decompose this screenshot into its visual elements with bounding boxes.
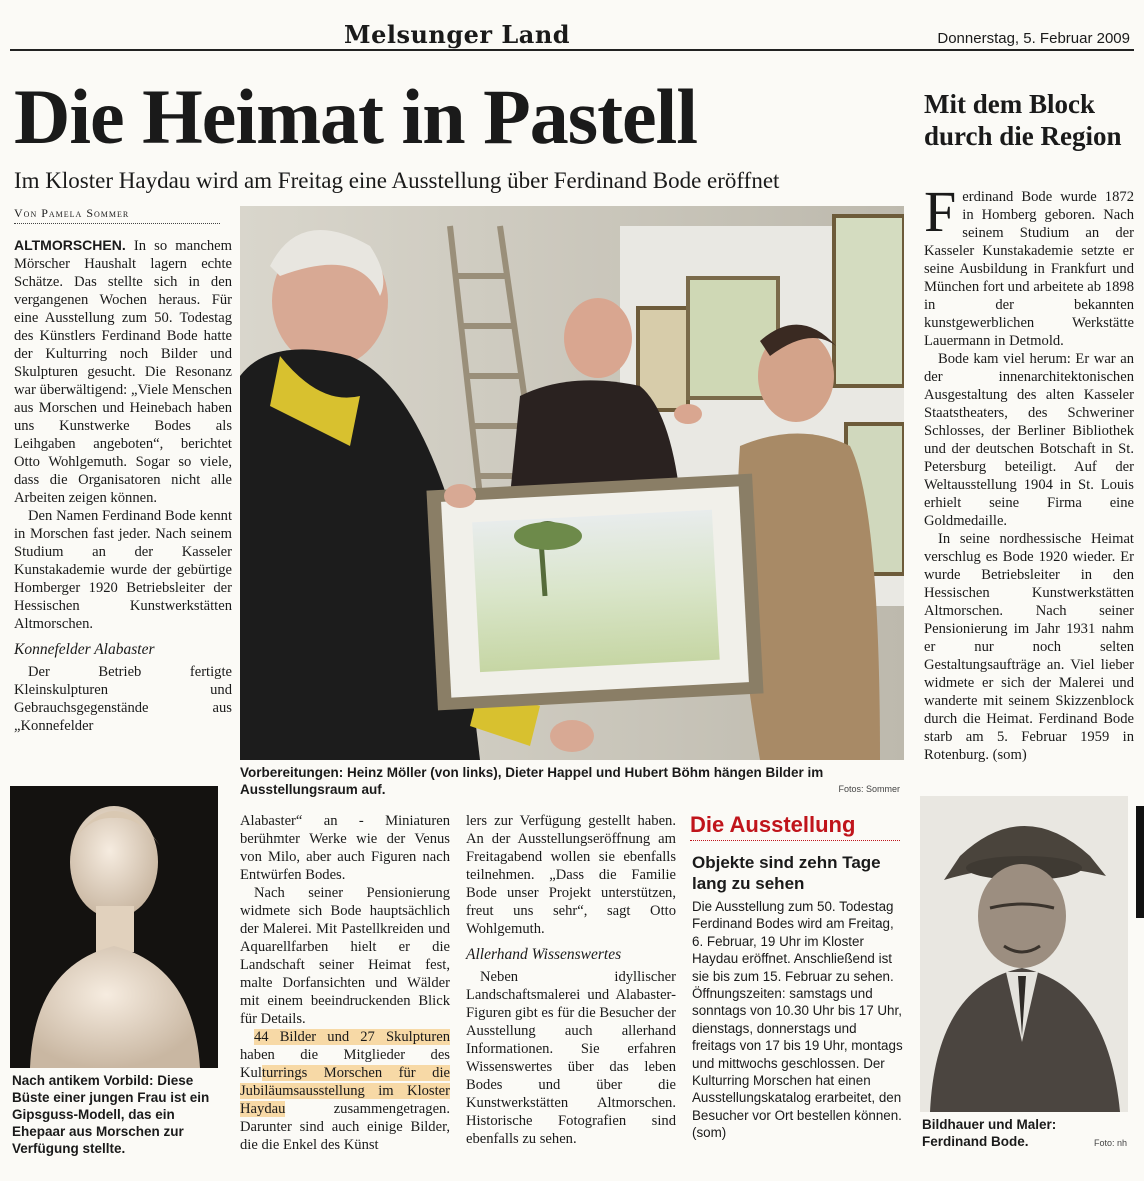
drop-cap: F xyxy=(924,179,957,244)
paragraph xyxy=(240,1028,450,1154)
article-subhead: Konnefelder Alabaster xyxy=(14,641,155,658)
portrait-photo-credit: Foto: nh xyxy=(1094,1138,1128,1148)
article-column-1 xyxy=(14,236,232,735)
sidebar-column xyxy=(924,179,1134,764)
paragraph: Nach seiner Pensionierung widmete sich Bode hauptsächlich der Malerei. Mit Pastellkreiden und Aquarellfarben hielt er die Landschaft seiner Heimat fest, malte Dorfansichten und Wälder mit einem beeindruckenden Blick für Details. xyxy=(240,885,450,1027)
section-title: Melsunger Land xyxy=(344,20,571,49)
paragraph xyxy=(924,179,1134,350)
paragraph: Neben idyllischer Landschaftsmalerei und Alabaster-Figuren gibt es für die Besucher der Ausstellung auch allerhand Informationen. Sie erfahren Wissenswertes über das leben Bodes und über die Kunstwerkstätten Altmorschen. Historische Fotografien sind ebenfalls zu sehen. xyxy=(466,969,676,1147)
exhibition-photo-illustration xyxy=(240,206,904,760)
info-box-body: Die Ausstellung zum 50. Todestag Ferdinand Bodes wird am Freitag, 6. Februar, 19 Uhr im Kloster Haydau eröffnet. Anschließend ist sie bis zum 15. Februar zu sehen. Öffnungszeiten: samstags und sonntags von 10.30 Uhr bis 17 Uhr, dienstags, donnerstags und freitags von 17 bis 19 Uhr, montags und mittwochs geschlossen. Der Kulturring Morschen hat einen Ausstellungskatalog erarbeitet, den Besucher vor Ort bestellen können. (som) xyxy=(692,899,903,1141)
statue-photo-caption: Nach antikem Vorbild: Diese Büste einer jungen Frau ist ein Gipsguss-Modell, das ein Ehepaar aus Morschen zur Verfügung stellte. xyxy=(12,1073,210,1156)
main-photo xyxy=(240,206,904,760)
highlighted-text: turrings Morschen für die Jubiläumsausstellung im Kloster Haydau xyxy=(240,1065,450,1117)
paragraph: Alabaster“ an - Miniaturen berühmter Werke wie der Venus von Milo, aber auch Figuren nach Entwürfen Bodes. xyxy=(240,813,450,883)
info-box-rule xyxy=(690,840,900,841)
masthead-rule xyxy=(10,49,1134,51)
paragraph: Der Betrieb fertigte Kleinskulpturen und Gebrauchsgegenstände aus „Konnefelder xyxy=(14,664,232,734)
highlighted-text: 44 Bilder und 27 Skulpturen xyxy=(254,1029,450,1045)
paragraph-text: zusammengetragen. Darunter sind auch einige Bilder, die die Enkel des Künst xyxy=(240,1101,450,1153)
info-box-subtitle: Objekte sind zehn Tage lang zu sehen xyxy=(692,853,881,893)
main-photo-credit: Fotos: Sommer xyxy=(838,784,900,794)
portrait-photo-caption: Bildhauer und Maler: Ferdinand Bode. xyxy=(922,1117,1057,1149)
sidebar-headline: Mit dem Block durch die Region xyxy=(924,89,1122,151)
info-box-title: Die Ausstellung xyxy=(690,812,856,837)
bust-illustration xyxy=(10,786,218,1068)
paragraph: Den Namen Ferdinand Bode kennt in Morschen fast jeder. Nach seinem Studium an der Kasseler Kunstakademie wurde der gebürtige Homberger 1920 Betriebsleiter der Hessischen Kunstwerkstätten Altmorschen. xyxy=(14,508,232,632)
paragraph: lers zur Verfügung gestellt haben. An der Ausstellungseröffnung am Freitagabend wollen sie ebenfalls teilnehmen. „Dass die Familie Bode unser Projekt unterstützen, freut uns sehr“, sagt Otto Wohlgemuth. xyxy=(466,813,676,937)
paragraph-text: In so manchem Mörscher Haushalt lagern echte Schätze. Das stellte sich in den vergangenen Wochen heraus. Für eine Ausstellung zum 50. Todestag des Künstlers Ferdinand Bode hatte der Kulturring noch Bilder und Skulpturen gesucht. Die Resonanz war überwältigend: „Viele Menschen aus Morschen und Heinebach haben uns Kunstwerke Bodes als Leihgaben angeboten“, berichtet Otto Wohlgemuth. Sogar so viele, dass die Organisatoren nicht alle Arbeiten zeigen können. xyxy=(14,238,232,506)
paragraph-text: haben die Mitglieder des Kul xyxy=(240,1047,450,1081)
article-subhead: Allerhand Wissenswertes xyxy=(466,946,622,963)
article-subheadline: Im Kloster Haydau wird am Freitag eine Ausstellung über Ferdinand Bode eröffnet xyxy=(14,168,780,193)
paragraph xyxy=(14,236,232,507)
statue-photo xyxy=(10,786,218,1068)
article-column-2 xyxy=(240,812,450,1154)
article-headline: Die Heimat in Pastell xyxy=(14,73,698,160)
main-photo-caption: Vorbereitungen: Heinz Möller (von links), Dieter Happel und Hubert Böhm hängen Bilder im Ausstellungsraum auf. xyxy=(240,765,824,797)
page-edge-marker xyxy=(1136,806,1144,918)
paragraph-text: erdinand Bode wurde 1872 in Homberg geboren. Nach seinem Studium an der Kasseler Kunstakademie setzte er seine Ausbildung in Frankfurt und München fort und arbeitete ab 1898 in der bekannten kunstgewerblichen Werkstätte Lauermann in Detmold. xyxy=(924,189,1134,349)
paragraph: In seine nordhessische Heimat verschlug es Bode 1920 wieder. Er wurde Betriebsleiter in den Hessischen Kunstwerkstätten Altmorschen. Nach seiner Pensionierung im Jahr 1931 nahm er nur noch selten Gestaltungsaufträge an. Viel lieber widmete er sich der Malerei und wanderte mit seinem Skizzenblock durch die Heimat. Ferdinand Bode starb am 5. Februar 1959 in Rotenburg. (som) xyxy=(924,531,1134,763)
article-column-3 xyxy=(466,812,676,1148)
dateline: ALTMORSCHEN. xyxy=(14,237,126,253)
byline: Von Pamela Sommer xyxy=(14,206,220,224)
paragraph: Bode kam viel herum: Er war an der innenarchitektonischen Ausgestaltung des alten Kasseler Staatstheaters, des Schweriner Schlosses, der Berliner Bibliothek und der deutschen Botschaft in St. Petersburg beteiligt. Auf der Weltausstellung 1904 in St. Louis erhielt seine Firma eine Goldmedaille. xyxy=(924,351,1134,529)
portrait-photo xyxy=(920,796,1128,1112)
issue-date: Donnerstag, 5. Februar 2009 xyxy=(937,30,1130,47)
portrait-illustration xyxy=(920,796,1128,1112)
